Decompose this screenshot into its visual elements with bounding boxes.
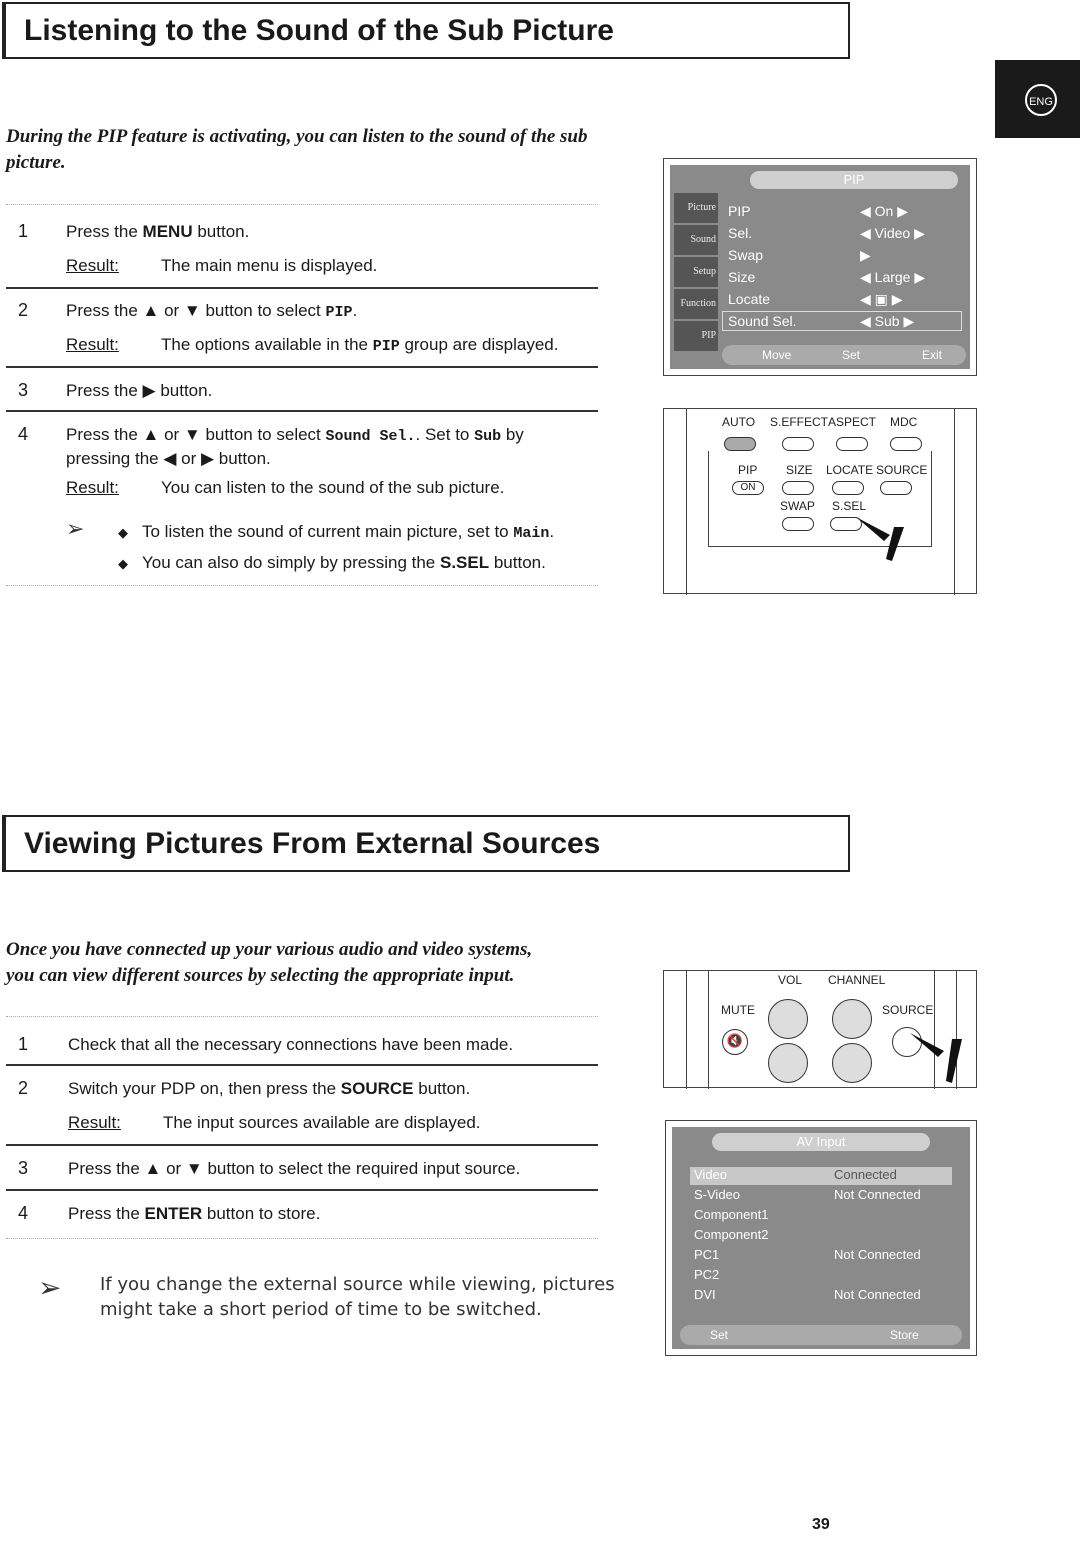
step-number: 1 [18,1034,29,1054]
remote-control-pip [663,408,977,594]
label-source: SOURCE [882,1003,934,1017]
osd-row-label: Sound Sel. [728,313,797,329]
osd-row-value: ◀ ▣ ▶ [860,291,903,307]
pointer-arrow-icon [854,513,914,563]
tab-setup: Setup [674,257,718,287]
step-text: Press the ▲ or ▼ button to select the required input source. [68,1159,521,1178]
step-text: Press the ▲ or ▼ button to select PIP. [66,301,358,321]
osd-row-label: Component1 [694,1207,769,1222]
step-number: 4 [18,1203,29,1223]
s1-note-2: ◆ You can also do simply by pressing the S.SEL button. [118,553,546,572]
step-result: Result: You can listen to the sound of the sub picture. [66,478,505,497]
osd-row-value: Not Connected [834,1287,921,1302]
label-channel: CHANNEL [828,973,886,987]
av-input-screen [665,1120,977,1356]
step-result: Result: The options available in the PIP group are displayed. [66,335,559,355]
s1-step-4 [0,424,598,514]
osd-row-value: ◀ Sub ▶ [860,313,915,329]
page-number: 39 [812,1516,830,1533]
osd-row-label: DVI [694,1287,716,1302]
volume-down-button[interactable] [768,1043,808,1083]
step-number: 3 [18,380,29,400]
label-auto: AUTO [722,415,756,429]
s1-step-3 [0,380,598,404]
osd-row-value: ◀ On ▶ [860,203,908,219]
s1-step-2 [0,300,598,360]
step-result: Result: The input sources available are displayed. [68,1113,481,1132]
language-tab [995,60,1080,138]
step-number: 1 [18,221,29,241]
divider [6,1064,598,1066]
osd-footer: Set Store [680,1325,962,1345]
step-result: Result: The main menu is displayed. [66,256,378,275]
divider [6,1144,598,1146]
step-number: 2 [18,300,29,320]
osd-row-label: Locate [728,291,771,307]
label-mute: MUTE [721,1003,755,1017]
step-text: Switch your PDP on, then press the SOURCE button. [68,1079,471,1098]
pip-menu-screen [663,158,977,376]
osd-row-label: PC2 [694,1267,720,1282]
osd-row-value: Not Connected [834,1187,921,1202]
step-text: Press the ▶ button. [66,381,213,400]
step-text: Press the ENTER button to store. [68,1204,321,1223]
step-text: Press the MENU button. [66,222,250,241]
s1-note-1: ◆ To listen the sound of current main picture, set to Main. [118,522,555,542]
osd-title: AV Input [712,1133,930,1151]
mute-button[interactable]: 🔇 [722,1029,748,1055]
note-arrow-icon: ➢ [66,516,85,541]
divider [6,287,598,289]
s2-step-1 [0,1034,598,1058]
auto-button[interactable] [724,437,756,451]
divider [6,1016,598,1017]
tab-pip: PIP [674,321,718,351]
osd-title: PIP [750,171,958,189]
osd-row-label: Video [694,1167,728,1182]
step-number: 4 [18,424,29,444]
osd-highlight [690,1167,952,1185]
osd-row-value: ▶ [860,247,871,263]
s1-step-1 [0,221,598,281]
label-swap: SWAP [780,499,815,513]
tab-sound: Sound [674,225,718,255]
pip-on-button[interactable]: ON [732,481,764,495]
section2-title-box [2,815,850,872]
label-vol: VOL [778,973,803,987]
channel-up-button[interactable] [832,999,872,1039]
note-arrow-icon: ➢ [38,1272,62,1303]
remote-control-source [663,970,977,1088]
s2-note: If you change the external source while viewing, pictures might take a short period of time to be switched. [100,1274,615,1320]
osd-row-label: S-Video [694,1187,741,1202]
step-number: 3 [18,1158,29,1178]
pointer-arrow-icon [908,1029,968,1085]
label-locate: LOCATE [826,463,874,477]
divider [6,366,598,368]
swap-button[interactable] [782,517,814,531]
section1-intro: During the PIP feature is activating, you can listen to the sound of the sub picture. [6,126,588,173]
step-number: 2 [18,1078,29,1098]
osd-row-label: Size [728,269,756,285]
osd-row-label: Sel. [728,225,753,241]
osd-row-value: ◀ Large ▶ [860,269,926,285]
mdc-button[interactable] [890,437,922,451]
language-badge: ENG [1025,84,1057,116]
section2-title: Viewing Pictures From External Sources [24,826,601,860]
label-s-sel: S.SEL [832,499,867,513]
source-button[interactable] [880,481,912,495]
section1-title: Listening to the Sound of the Sub Picture [24,13,614,47]
s2-step-3 [0,1158,598,1182]
step-text: Check that all the necessary connections have been made. [68,1035,514,1054]
osd-row-label: Swap [728,247,764,263]
osd-row-label: Component2 [694,1227,769,1242]
section1-title-box [2,2,850,59]
osd-row-label: PIP [728,203,751,219]
volume-up-button[interactable] [768,999,808,1039]
pip-osd [670,165,970,369]
osd-row-value: ◀ Video ▶ [860,225,925,241]
label-mdc: MDC [890,415,918,429]
osd-row-label: PC1 [694,1247,720,1262]
osd-row-value: Not Connected [834,1247,921,1262]
tab-picture: Picture [674,193,718,223]
section2-intro: Once you have connected up your various audio and video systems, you can view different sources by selecting the appropriate input. [6,939,533,986]
osd-row-value: Connected [834,1167,897,1182]
label-pip: PIP [738,463,758,477]
divider [6,1189,598,1191]
divider [6,410,598,412]
divider [6,204,598,205]
s-effect-button[interactable] [782,437,814,451]
label-size: SIZE [786,463,813,477]
step-text: Press the ▲ or ▼ button to select Sound Sel.. Set to Sub by pressing the ◀ or ▶ button. [66,425,524,468]
s2-step-4 [0,1203,598,1227]
label-source: SOURCE [876,463,928,477]
label-s-effect: S.EFFECT [770,415,829,429]
label-aspect: ASPECT [828,415,877,429]
osd-footer: Move Set Exit [722,345,966,365]
divider [6,1238,598,1239]
channel-down-button[interactable] [832,1043,872,1083]
aspect-button[interactable] [836,437,868,451]
locate-button[interactable] [832,481,864,495]
divider [6,585,598,586]
tab-function: Function [674,289,718,319]
s2-step-2 [0,1078,598,1138]
av-osd [672,1127,970,1349]
size-button[interactable] [782,481,814,495]
